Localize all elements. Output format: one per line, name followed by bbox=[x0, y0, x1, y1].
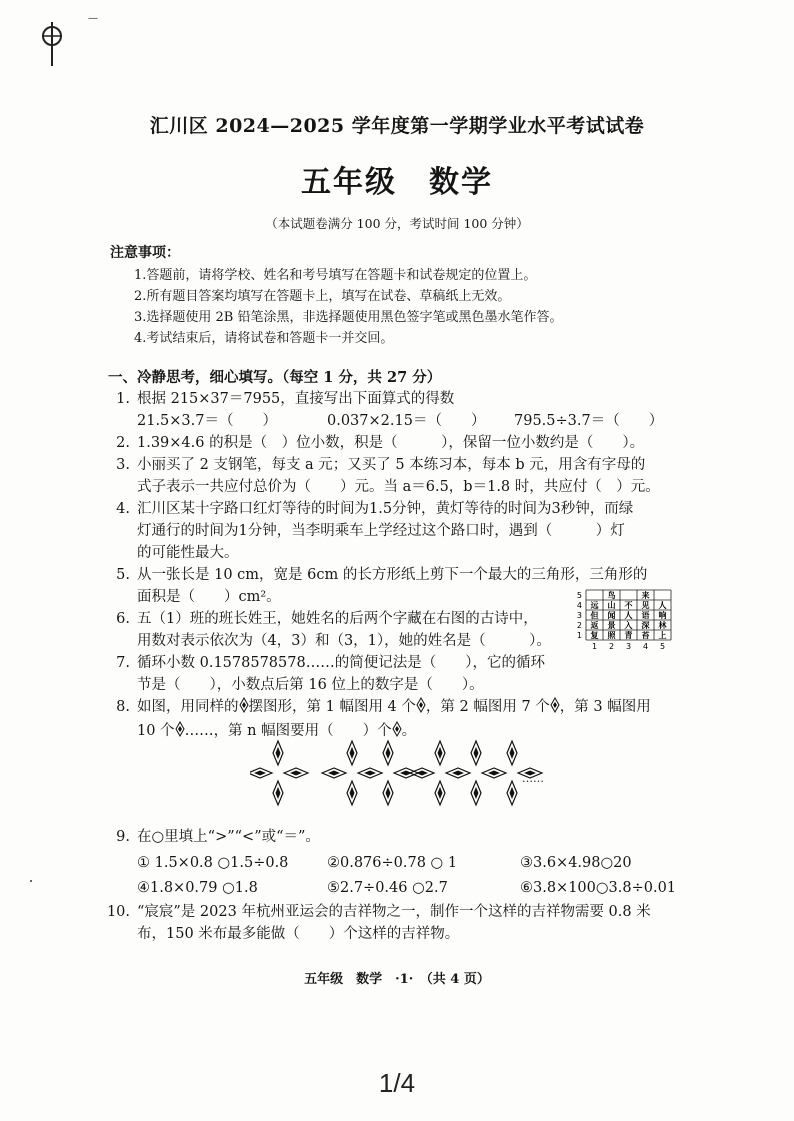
grid-cell-char: 青 bbox=[624, 630, 633, 640]
grid-row-label: 3 bbox=[576, 611, 582, 620]
q6-line: 用数对表示依次为（4，3）和（3，1），她的姓名是（ ）。 bbox=[137, 633, 551, 649]
section-heading: 一、冷静思考，细心填写。（每空 1 分，共 27 分） bbox=[108, 369, 442, 386]
q1-part-b: 0.037×2.15＝（ ） bbox=[327, 413, 486, 429]
grid-cell-char: 返 bbox=[590, 620, 599, 630]
question-number: 6. bbox=[116, 611, 130, 627]
note-item: 2.所有题目答案均填写在答题卡上，填写在试卷、草稿纸上无效。 bbox=[134, 289, 511, 304]
grid-row-label: 2 bbox=[576, 621, 582, 630]
grid-cell-char: 苔 bbox=[641, 630, 650, 640]
q8-text: ，第 2 幅图用 7 个 bbox=[425, 699, 550, 715]
q6-line: 五（1）班的班长姓王，她姓名的后两个字藏在右图的古诗中， bbox=[137, 611, 538, 627]
stray-mark: — bbox=[88, 13, 98, 24]
page-footer: 五年级 数学 ·1· （共 4 页） bbox=[304, 972, 490, 987]
notes-heading: 注意事项： bbox=[110, 245, 180, 261]
grid-cell-char: 不 bbox=[624, 600, 633, 610]
poem-grid bbox=[572, 588, 672, 650]
binding-hole-icon bbox=[38, 20, 72, 70]
question-number: 4. bbox=[116, 501, 130, 517]
grid-cell-char: 人 bbox=[624, 610, 633, 620]
figure-1 bbox=[250, 741, 308, 805]
grid-row-label: 1 bbox=[576, 631, 582, 640]
grid-cell-char: 闻 bbox=[607, 610, 616, 620]
question-number: 2. bbox=[116, 435, 130, 451]
note-item: 3.选择题使用 2B 铅笔涂黑，非选择题使用黑色签字笔或黑色墨水笔作答。 bbox=[134, 310, 563, 325]
q3-line: 式子表示一共应付总价为（ ）元。当 a＝6.5，b＝1.8 时，共应付（ ）元。 bbox=[137, 479, 660, 495]
exam-title: 汇川区 2024—2025 学年度第一学期学业水平考试试卷 bbox=[149, 115, 645, 137]
q4-line: 的可能性最大。 bbox=[137, 545, 239, 561]
diamond-pattern-figure bbox=[250, 735, 550, 815]
grid-row-label: 5 bbox=[576, 591, 582, 600]
grid-cell-char: 景 bbox=[607, 620, 616, 630]
page-indicator: 1/4 bbox=[378, 1068, 416, 1098]
grid-cell-char: 但 bbox=[590, 610, 599, 620]
grid-col-label: 5 bbox=[659, 642, 666, 650]
question-number: 10. bbox=[106, 904, 130, 920]
q7-line: 循环小数 0.1578578578……的简便记法是（ ），它的循环 bbox=[137, 655, 545, 671]
question-number: 3. bbox=[116, 457, 130, 473]
question-number: 8. bbox=[116, 699, 130, 715]
q1-stem: 根据 215×37＝7955，直接写出下面算式的得数 bbox=[137, 391, 455, 407]
diamond-icon bbox=[416, 697, 426, 713]
grid-cell-char: 入 bbox=[624, 620, 633, 630]
q2-text: 1.39×4.6 的积是（ ）位小数，积是（ ），保留一位小数约是（ ）。 bbox=[137, 435, 645, 451]
q5-line: 面积是（ ）cm²。 bbox=[137, 589, 281, 605]
q4-line: 汇川区某十字路口红灯等待的时间为1.5分钟，黄灯等待的时间为3秒钟，而绿 bbox=[137, 501, 634, 517]
q5-line: 从一张长是 10 cm，宽是 6cm 的长方形纸上剪下一个最大的三角形，三角形的 bbox=[137, 567, 648, 583]
question-number: 1. bbox=[116, 391, 130, 407]
q1-part-a: 21.5×3.7＝（ ） bbox=[137, 413, 277, 429]
q7-line: 节是（ ），小数点后第 16 位上的数字是（ ）。 bbox=[137, 677, 484, 693]
grid-col-label: 2 bbox=[608, 642, 615, 650]
q8-text: 10 个 bbox=[137, 723, 175, 739]
q9-item: ③3.6×4.98○20 bbox=[520, 855, 632, 871]
q9-item: ②0.876÷0.78 ○ 1 bbox=[327, 855, 458, 871]
diamond-icon bbox=[550, 697, 560, 713]
q4-line: 灯通行的时间为1分钟，当李明乘车上学经过这个路口时，遇到（ ）灯 bbox=[137, 523, 625, 539]
grid-cell-char: 山 bbox=[607, 600, 616, 610]
scan-speck bbox=[30, 880, 32, 882]
grid-cell-char: 语 bbox=[641, 610, 650, 620]
q9-item: ④1.8×0.79 ○1.8 bbox=[137, 880, 258, 896]
grid-cell-char: 鸟 bbox=[607, 590, 616, 600]
note-item: 1.答题前，请将学校、姓名和考号填写在答题卡和试卷规定的位置上。 bbox=[134, 268, 537, 283]
grid-cell-char: 远 bbox=[590, 600, 599, 610]
q8-text: 。 bbox=[401, 723, 417, 739]
grid-row-label: 4 bbox=[576, 601, 582, 610]
q1-part-c: 795.5÷3.7＝（ ） bbox=[514, 413, 664, 429]
grid-col-label: 4 bbox=[642, 642, 649, 650]
grid-cell-char: 见 bbox=[641, 600, 650, 610]
q9-stem: 在○里填上“>”“<”或“＝”。 bbox=[137, 829, 320, 845]
diamond-icon bbox=[239, 697, 249, 713]
question-number: 9. bbox=[116, 829, 130, 845]
diamond-icon bbox=[175, 721, 185, 737]
exam-subject: 五年级 数学 bbox=[301, 165, 493, 200]
grid-cell-char: 上 bbox=[658, 630, 667, 640]
grid-cell-char: 林 bbox=[658, 620, 667, 630]
q8-text: ……，第 n 幅图要用（ ）个 bbox=[184, 723, 392, 739]
figure-2 bbox=[322, 741, 418, 805]
grid-col-label: 3 bbox=[625, 642, 632, 650]
question-number: 5. bbox=[116, 567, 130, 583]
q8-text: 摆图形，第 1 幅图用 4 个 bbox=[248, 699, 416, 715]
q10-line: 布，150 米布最多能做（ ）个这样的吉祥物。 bbox=[137, 926, 460, 942]
q8-text: 如图，用同样的 bbox=[137, 699, 239, 715]
grid-cell-char: 响 bbox=[658, 610, 667, 620]
grid-cell-char: 照 bbox=[607, 630, 616, 640]
q8-text: ，第 3 幅图用 bbox=[559, 699, 651, 715]
exam-subtitle: （本试题卷满分 100 分，考试时间 100 分钟） bbox=[265, 216, 529, 231]
grid-cell-char: 深 bbox=[641, 620, 650, 630]
grid-col-label: 1 bbox=[591, 642, 598, 650]
q9-item: ⑤2.7÷0.46 ○2.7 bbox=[327, 880, 448, 896]
note-item: 4.考试结束后，请将试卷和答题卡一并交回。 bbox=[134, 331, 394, 346]
grid-cell-char: 人 bbox=[658, 600, 667, 610]
grid-cell-char: 复 bbox=[590, 630, 599, 640]
q8-line bbox=[137, 696, 651, 718]
grid-cell-char: 来 bbox=[641, 590, 650, 600]
q3-line: 小丽买了 2 支钢笔，每支 a 元；又买了 5 本练习本，每本 b 元，用含有字母的 bbox=[137, 457, 646, 473]
q9-item: ① 1.5×0.8 ○1.5÷0.8 bbox=[137, 855, 289, 871]
q9-item: ⑥3.8×100○3.8÷0.01 bbox=[520, 880, 677, 896]
question-number: 7. bbox=[116, 655, 130, 671]
pattern-ellipsis: …… bbox=[522, 772, 544, 785]
q10-line: “宸宸”是 2023 年杭州亚运会的吉祥物之一，制作一个这样的吉祥物需要 0.8 米 bbox=[137, 904, 651, 920]
